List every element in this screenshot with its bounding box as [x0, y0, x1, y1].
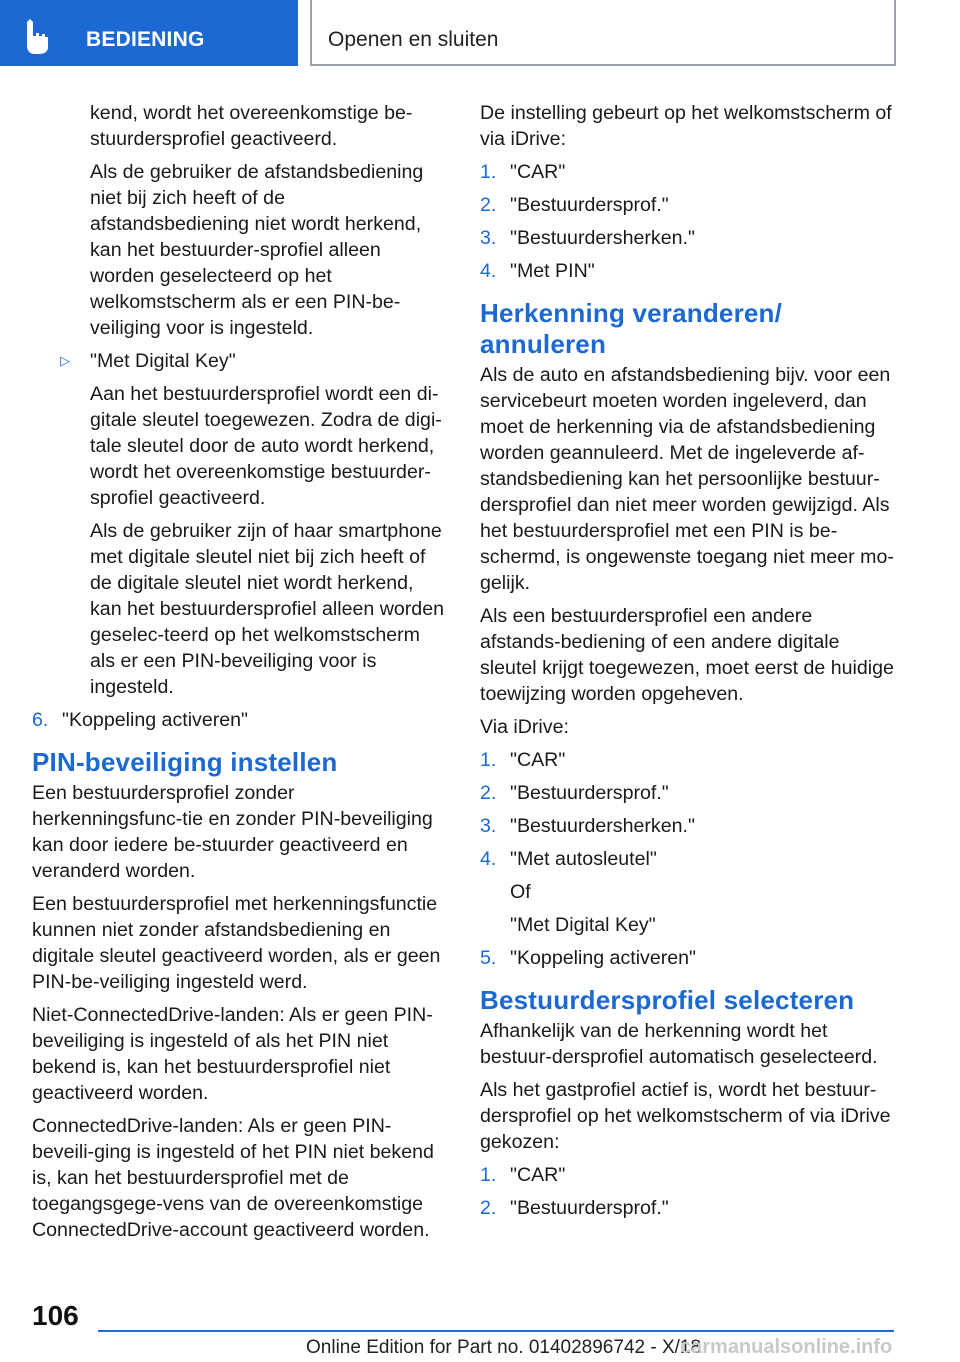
list-item: [480, 1195, 896, 1221]
paragraph: Via iDrive:: [480, 716, 569, 738]
list-item: [480, 780, 896, 806]
list-item: [480, 159, 896, 185]
step-text: "Koppeling activeren": [510, 947, 697, 969]
page-number: 106: [32, 1300, 79, 1331]
step-text: "Bestuurdersprof.": [510, 782, 669, 804]
step-text: "Bestuurdersprof.": [510, 194, 669, 216]
step-number: 3.: [480, 815, 497, 837]
paragraph: kend, wordt het overeenkomstige be-stuurdersprofiel geactiveerd.: [90, 102, 413, 150]
list-item: [480, 945, 896, 971]
section-title: BEDIENING: [86, 28, 205, 51]
list-item: [32, 707, 448, 733]
right-column: [480, 100, 896, 1228]
paragraph: De instelling gebeurt op het welkomstscherm of via iDrive:: [480, 102, 892, 150]
list-item: [480, 747, 896, 773]
list-item: [480, 192, 896, 218]
pointing-hand-icon: [17, 14, 67, 64]
step-number: 1.: [480, 749, 497, 771]
paragraph: Een bestuurdersprofiel met herkenningsfunctie kunnen niet zonder afstandsbediening en digitale sleutel geactiveerd worden, als er geen PIN-be-veiliging ingesteld werd.: [32, 893, 441, 993]
step-text: "Bestuurdersherken.": [510, 227, 695, 249]
list-item: [480, 1162, 896, 1188]
paragraph: Als de gebruiker zijn of haar smartphone met digitale sleutel niet bij zich heeft of de digitale sleutel niet wordt herkend, kan het bestuurdersprofiel alleen worden geselec-teerd op het welkomstscherm als er een PIN-beveiliging voor is ingesteld.: [90, 520, 444, 698]
triangle-bullet-icon: ▷: [60, 353, 70, 368]
step-number: 1.: [480, 1164, 497, 1186]
edition-note: Online Edition for Part no. 01402896742 - X/18: [306, 1337, 702, 1358]
step-number: 2.: [480, 194, 497, 216]
chapter-title: Openen en sluiten: [328, 28, 499, 51]
chapter-tab: [310, 0, 896, 66]
step-number: 4.: [480, 260, 497, 282]
step-number: 4.: [480, 848, 497, 870]
paragraph: Als de auto en afstandsbediening bijv. voor een servicebeurt moeten worden ingeleverd, dan moet de herkenning via de afstandsbediening worden geannuleerd. Met de ingeleverde af-standsbediening kan het persoonlijke bestuur-dersprofiel dan niet meer worden gewijzigd. Als het bestuurdersprofiel met een PIN is be-schermd, is ongewenste toegang niet meer mo-gelijk.: [480, 364, 894, 594]
footer-divider: [98, 1330, 894, 1332]
step-text: "CAR": [510, 749, 566, 771]
step-text: "Bestuurdersherken.": [510, 815, 695, 837]
list-item: [480, 225, 896, 251]
step-text: "CAR": [510, 161, 566, 183]
paragraph: Aan het bestuurdersprofiel wordt een di-gitale sleutel toegewezen. Zodra de digi-tale sleutel door de auto wordt herkend, wordt het overeenkomstige bestuurder-sprofiel geactiveerd.: [90, 383, 442, 509]
step-number: 6.: [32, 709, 49, 731]
paragraph: ConnectedDrive-landen: Als er geen PIN-beveili-ging is ingesteld of het PIN niet bekend is, kan het bestuurdersprofiel met de toegangsgege-vens van de overeenkomstige ConnectedDrive-account geactiveerd worden.: [32, 1115, 434, 1241]
alternative-option: "Met Digital Key": [510, 914, 656, 936]
section-heading: Herkenning veranderen/ annuleren: [480, 298, 783, 359]
list-item: [480, 258, 896, 284]
paragraph: Een bestuurdersprofiel zonder herkenningsfunc-tie en zonder PIN-beveiliging kan door iedere be-stuurder geactiveerd en veranderd worden.: [32, 782, 433, 882]
step-number: 1.: [480, 161, 497, 183]
paragraph: Als de gebruiker de afstandsbediening niet bij zich heeft of de afstandsbediening niet wordt herkend, kan het bestuurder-sprofiel alleen worden geselecteerd op het welkomstscherm als er een PIN-be-veiliging voor is ingesteld.: [90, 161, 424, 339]
watermark: carmanualsonline.info: [680, 1336, 893, 1358]
paragraph: Als een bestuurdersprofiel een andere afstands-bediening of een andere digitale sleutel krijgt toegewezen, moet eerst de huidige toewijzing worden opgeheven.: [480, 605, 894, 705]
left-column: [32, 100, 448, 1250]
option-item: [32, 348, 448, 374]
paragraph: Niet-ConnectedDrive-landen: Als er geen PIN-beveiliging is ingesteld of als het PIN niet bekend is, kan het bestuurdersprofiel niet geactiveerd worden.: [32, 1004, 433, 1104]
step-text: "Koppeling activeren": [62, 709, 249, 731]
step-text: "Met PIN": [510, 260, 595, 282]
step-number: 2.: [480, 1197, 497, 1219]
page-header: [0, 0, 960, 66]
paragraph: Als het gastprofiel actief is, wordt het bestuur-dersprofiel op het welkomstscherm of via iDrive gekozen:: [480, 1079, 891, 1153]
section-heading: Bestuurdersprofiel selecteren: [480, 985, 855, 1015]
step-number: 2.: [480, 782, 497, 804]
section-tab: [0, 0, 298, 66]
alternative-or: Of: [510, 881, 531, 903]
option-label: "Met Digital Key": [90, 350, 236, 372]
step-text: "Bestuurdersprof.": [510, 1197, 669, 1219]
step-number: 5.: [480, 947, 497, 969]
step-text: "Met autosleutel": [510, 848, 657, 870]
step-number: 3.: [480, 227, 497, 249]
paragraph: Afhankelijk van de herkenning wordt het bestuur-dersprofiel automatisch geselecteerd.: [480, 1020, 878, 1068]
list-item: [480, 813, 896, 839]
section-heading: PIN-beveiliging instellen: [32, 747, 338, 777]
list-item: [480, 846, 896, 872]
step-text: "CAR": [510, 1164, 566, 1186]
